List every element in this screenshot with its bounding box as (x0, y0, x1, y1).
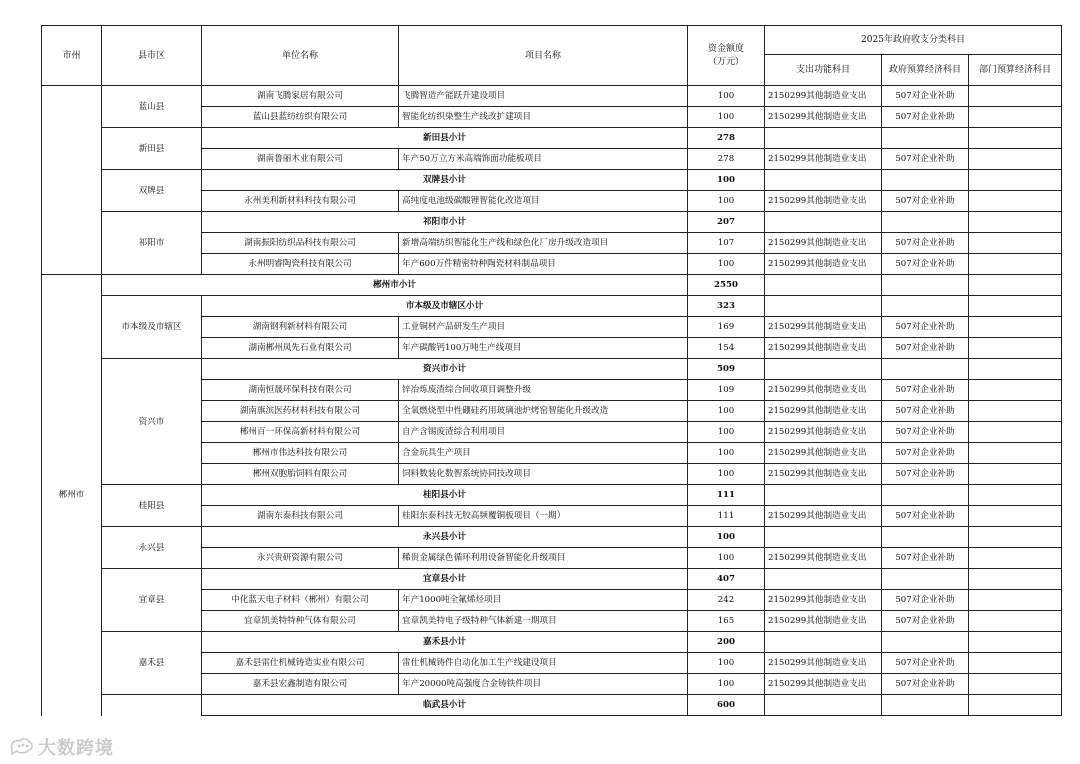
gov-econ-category (882, 170, 969, 191)
gov-econ-category: 507对企业补助 (882, 611, 969, 632)
gov-econ-category (882, 212, 969, 233)
func-category: 2150299其他制造业支出 (765, 191, 882, 212)
table-row (42, 170, 1062, 191)
unit-name: 湖南东泰科技有限公司 (202, 506, 399, 527)
func-category: 2150299其他制造业支出 (765, 401, 882, 422)
dept-econ-category (969, 275, 1062, 296)
gov-econ-category (882, 527, 969, 548)
unit-name: 嘉禾县宏鑫制造有限公司 (202, 674, 399, 695)
unit-name: 湖南郴州凤先石业有限公司 (202, 338, 399, 359)
unit-name: 中化蓝天电子材料（郴州）有限公司 (202, 590, 399, 611)
dept-econ-category (969, 590, 1062, 611)
gov-econ-category: 507对企业补助 (882, 107, 969, 128)
gov-econ-category: 507对企业补助 (882, 254, 969, 275)
gov-econ-category: 507对企业补助 (882, 653, 969, 674)
dept-econ-category (969, 212, 1062, 233)
dept-econ-category (969, 380, 1062, 401)
gov-econ-category (882, 569, 969, 590)
dept-econ-category (969, 233, 1062, 254)
project-name: 锌冶炼废渣综合回收项目调整升级 (399, 380, 688, 401)
amount: 107 (688, 233, 765, 254)
table-row (42, 485, 1062, 506)
subtotal-label: 祁阳市小计 (202, 212, 688, 233)
func-category: 2150299其他制造业支出 (765, 380, 882, 401)
project-name: 饲料数装化数智系统协同技改项目 (399, 464, 688, 485)
dept-econ-category (969, 653, 1062, 674)
table-row (42, 527, 1062, 548)
county-cell (102, 695, 202, 716)
subtotal-amount: 2550 (688, 275, 765, 296)
project-name: 合金玩具生产项目 (399, 443, 688, 464)
county-cell: 资兴市 (102, 359, 202, 485)
col-func: 支出功能科目 (765, 55, 882, 86)
func-category (765, 695, 882, 716)
city-subtotal-label: 郴州市小计 (102, 275, 688, 296)
unit-name: 湖南恒晟环保科技有限公司 (202, 380, 399, 401)
amount: 278 (688, 149, 765, 170)
gov-econ-category: 507对企业补助 (882, 86, 969, 107)
subtotal-label: 双牌县小计 (202, 170, 688, 191)
gov-econ-category: 507对企业补助 (882, 149, 969, 170)
county-cell: 新田县 (102, 128, 202, 170)
project-name: 稀贵金属绿色循环利用设备智能化升级项目 (399, 548, 688, 569)
func-category: 2150299其他制造业支出 (765, 317, 882, 338)
func-category (765, 128, 882, 149)
table-row (42, 569, 1062, 590)
amount: 111 (688, 506, 765, 527)
subtotal-amount: 278 (688, 128, 765, 149)
gov-econ-category: 507对企业补助 (882, 464, 969, 485)
col-project: 项目名称 (399, 26, 688, 86)
subtotal-label: 宜章县小计 (202, 569, 688, 590)
unit-name: 湖南钢利新材料有限公司 (202, 317, 399, 338)
func-category: 2150299其他制造业支出 (765, 233, 882, 254)
project-name: 年产50万立方米高端饰面功能板项目 (399, 149, 688, 170)
county-cell: 永兴县 (102, 527, 202, 569)
dept-econ-category (969, 527, 1062, 548)
gov-econ-category: 507对企业补助 (882, 674, 969, 695)
dept-econ-category (969, 149, 1062, 170)
unit-name: 郴州百一环保高新材料有限公司 (202, 422, 399, 443)
col-amount-line1: 资金额度 (707, 43, 744, 54)
dept-econ-category (969, 128, 1062, 149)
table-row (42, 695, 1062, 716)
amount: 100 (688, 548, 765, 569)
county-cell: 嘉禾县 (102, 632, 202, 695)
gov-econ-category: 507对企业补助 (882, 422, 969, 443)
func-category (765, 212, 882, 233)
dept-econ-category (969, 170, 1062, 191)
subtotal-amount: 323 (688, 296, 765, 317)
project-name: 智能化纺织染整生产线改扩建项目 (399, 107, 688, 128)
gov-econ-category (882, 485, 969, 506)
unit-name: 湖南飞腾家居有限公司 (202, 86, 399, 107)
county-cell: 双牌县 (102, 170, 202, 212)
unit-name: 郴州市伟达科技有限公司 (202, 443, 399, 464)
county-cell: 祁阳市 (102, 212, 202, 275)
table-row (42, 275, 1062, 296)
amount: 100 (688, 191, 765, 212)
project-name: 年产碳酸钙100万吨生产线项目 (399, 338, 688, 359)
func-category: 2150299其他制造业支出 (765, 506, 882, 527)
gov-econ-category: 507对企业补助 (882, 380, 969, 401)
dept-econ-category (969, 401, 1062, 422)
gov-econ-category: 507对企业补助 (882, 317, 969, 338)
gov-econ-category: 507对企业补助 (882, 443, 969, 464)
subtotal-label: 嘉禾县小计 (202, 632, 688, 653)
dept-econ-category (969, 191, 1062, 212)
dept-econ-category (969, 86, 1062, 107)
amount: 100 (688, 254, 765, 275)
func-category: 2150299其他制造业支出 (765, 611, 882, 632)
county-cell: 桂阳县 (102, 485, 202, 527)
col-category-group: 2025年政府收支分类科目 (765, 26, 1062, 55)
func-category: 2150299其他制造业支出 (765, 548, 882, 569)
watermark-text: 大数跨境 (38, 738, 114, 759)
func-category (765, 359, 882, 380)
unit-name: 宜章凯美特特种气体有限公司 (202, 611, 399, 632)
dept-econ-category (969, 338, 1062, 359)
gov-econ-category: 507对企业补助 (882, 401, 969, 422)
subtotal-amount: 600 (688, 695, 765, 716)
unit-name: 湖南振阳纺织品科技有限公司 (202, 233, 399, 254)
dept-econ-category (969, 317, 1062, 338)
gov-econ-category: 507对企业补助 (882, 548, 969, 569)
func-category (765, 296, 882, 317)
gov-econ-category: 507对企业补助 (882, 338, 969, 359)
subtotal-amount: 100 (688, 527, 765, 548)
dept-econ-category (969, 695, 1062, 716)
dept-econ-category (969, 464, 1062, 485)
func-category: 2150299其他制造业支出 (765, 86, 882, 107)
gov-econ-category (882, 296, 969, 317)
gov-econ-category (882, 695, 969, 716)
subtotal-label: 新田县小计 (202, 128, 688, 149)
amount: 242 (688, 590, 765, 611)
header-row-1 (42, 26, 1062, 55)
func-category (765, 170, 882, 191)
amount: 100 (688, 422, 765, 443)
subtotal-amount: 200 (688, 632, 765, 653)
subtotal-amount: 407 (688, 569, 765, 590)
project-name: 雷仕机械铸件自动化加工生产线建设项目 (399, 653, 688, 674)
amount: 100 (688, 464, 765, 485)
dept-econ-category (969, 506, 1062, 527)
func-category: 2150299其他制造业支出 (765, 107, 882, 128)
subtotal-amount: 100 (688, 170, 765, 191)
project-name: 高纯度电池级碳酸锂智能化改造项目 (399, 191, 688, 212)
dept-econ-category (969, 674, 1062, 695)
county-cell: 市本级及市辖区 (102, 296, 202, 359)
gov-econ-category (882, 275, 969, 296)
func-category (765, 632, 882, 653)
amount: 100 (688, 401, 765, 422)
table-row (42, 632, 1062, 653)
amount: 109 (688, 380, 765, 401)
col-unit: 单位名称 (202, 26, 399, 86)
dept-econ-category (969, 254, 1062, 275)
col-amount (688, 26, 765, 86)
project-name: 年产20000吨高强度合金铸铁件项目 (399, 674, 688, 695)
unit-name: 永州明睿陶瓷科技有限公司 (202, 254, 399, 275)
unit-name: 蓝山县蓝纺纺织有限公司 (202, 107, 399, 128)
table-body (42, 86, 1062, 716)
project-name: 新增高端纺织智能化生产线和绿色化厂房升级改造项目 (399, 233, 688, 254)
dept-econ-category (969, 443, 1062, 464)
subtotal-label: 永兴县小计 (202, 527, 688, 548)
col-gov-econ: 政府预算经济科目 (882, 55, 969, 86)
gov-econ-category (882, 359, 969, 380)
project-name: 全氧燃烧型中性硼硅药用玻璃池炉烤窑智能化升级改造 (399, 401, 688, 422)
gov-econ-category: 507对企业补助 (882, 590, 969, 611)
unit-name: 湖南鲁丽木业有限公司 (202, 149, 399, 170)
table-row (42, 212, 1062, 233)
col-city: 市州 (42, 26, 102, 86)
subtotal-label: 资兴市小计 (202, 359, 688, 380)
func-category: 2150299其他制造业支出 (765, 149, 882, 170)
subtotal-label: 市本级及市辖区小计 (202, 296, 688, 317)
dept-econ-category (969, 569, 1062, 590)
subtotal-label: 临武县小计 (202, 695, 688, 716)
amount: 169 (688, 317, 765, 338)
subtotal-label: 桂阳县小计 (202, 485, 688, 506)
project-name: 自产含锡废渣综合利用项目 (399, 422, 688, 443)
project-name: 宜章凯美特电子级特种气体新建一期项目 (399, 611, 688, 632)
func-category (765, 569, 882, 590)
func-category: 2150299其他制造业支出 (765, 590, 882, 611)
func-category: 2150299其他制造业支出 (765, 443, 882, 464)
amount: 100 (688, 107, 765, 128)
watermark (8, 734, 114, 760)
gov-econ-category: 507对企业补助 (882, 191, 969, 212)
project-name: 工业铜材产品研发生产项目 (399, 317, 688, 338)
func-category: 2150299其他制造业支出 (765, 254, 882, 275)
county-cell: 宜章县 (102, 569, 202, 632)
func-category (765, 527, 882, 548)
dept-econ-category (969, 296, 1062, 317)
table-row (42, 86, 1062, 107)
dept-econ-category (969, 422, 1062, 443)
func-category (765, 485, 882, 506)
col-dept-econ: 部门预算经济科目 (969, 55, 1062, 86)
bubble-logo-icon (8, 737, 34, 757)
dept-econ-category (969, 107, 1062, 128)
gov-econ-category: 507对企业补助 (882, 233, 969, 254)
func-category: 2150299其他制造业支出 (765, 674, 882, 695)
dept-econ-category (969, 548, 1062, 569)
unit-name: 郴州双胞胎饲料有限公司 (202, 464, 399, 485)
funding-table (41, 25, 1062, 716)
unit-name: 永兴贵研资源有限公司 (202, 548, 399, 569)
gov-econ-category: 507对企业补助 (882, 506, 969, 527)
unit-name: 永州美利新材料科技有限公司 (202, 191, 399, 212)
func-category (765, 275, 882, 296)
amount: 100 (688, 653, 765, 674)
amount: 100 (688, 443, 765, 464)
city-cell: 郴州市 (42, 275, 102, 716)
col-county: 县市区 (102, 26, 202, 86)
county-cell: 蓝山县 (102, 86, 202, 128)
dept-econ-category (969, 485, 1062, 506)
table-row (42, 359, 1062, 380)
amount: 154 (688, 338, 765, 359)
func-category: 2150299其他制造业支出 (765, 422, 882, 443)
project-name: 飞腾智造产能跃升建设项目 (399, 86, 688, 107)
subtotal-amount: 207 (688, 212, 765, 233)
project-name: 桂阳东泰科技无胶高频覆铜板项目（一期） (399, 506, 688, 527)
subtotal-amount: 509 (688, 359, 765, 380)
table-row (42, 128, 1062, 149)
amount: 165 (688, 611, 765, 632)
project-name: 年产600万件精密特种陶瓷材料制品项目 (399, 254, 688, 275)
dept-econ-category (969, 359, 1062, 380)
func-category: 2150299其他制造业支出 (765, 464, 882, 485)
project-name: 年产1000吨全氟烯烃项目 (399, 590, 688, 611)
gov-econ-category (882, 128, 969, 149)
amount: 100 (688, 674, 765, 695)
unit-name: 嘉禾县雷仕机械铸造实业有限公司 (202, 653, 399, 674)
subtotal-amount: 111 (688, 485, 765, 506)
city-cell (42, 86, 102, 275)
gov-econ-category (882, 632, 969, 653)
func-category: 2150299其他制造业支出 (765, 653, 882, 674)
table-row (42, 296, 1062, 317)
amount: 100 (688, 86, 765, 107)
col-amount-line2: （万元） (707, 56, 744, 67)
dept-econ-category (969, 611, 1062, 632)
dept-econ-category (969, 632, 1062, 653)
unit-name: 湖南旗滨医药材料科技有限公司 (202, 401, 399, 422)
func-category: 2150299其他制造业支出 (765, 338, 882, 359)
